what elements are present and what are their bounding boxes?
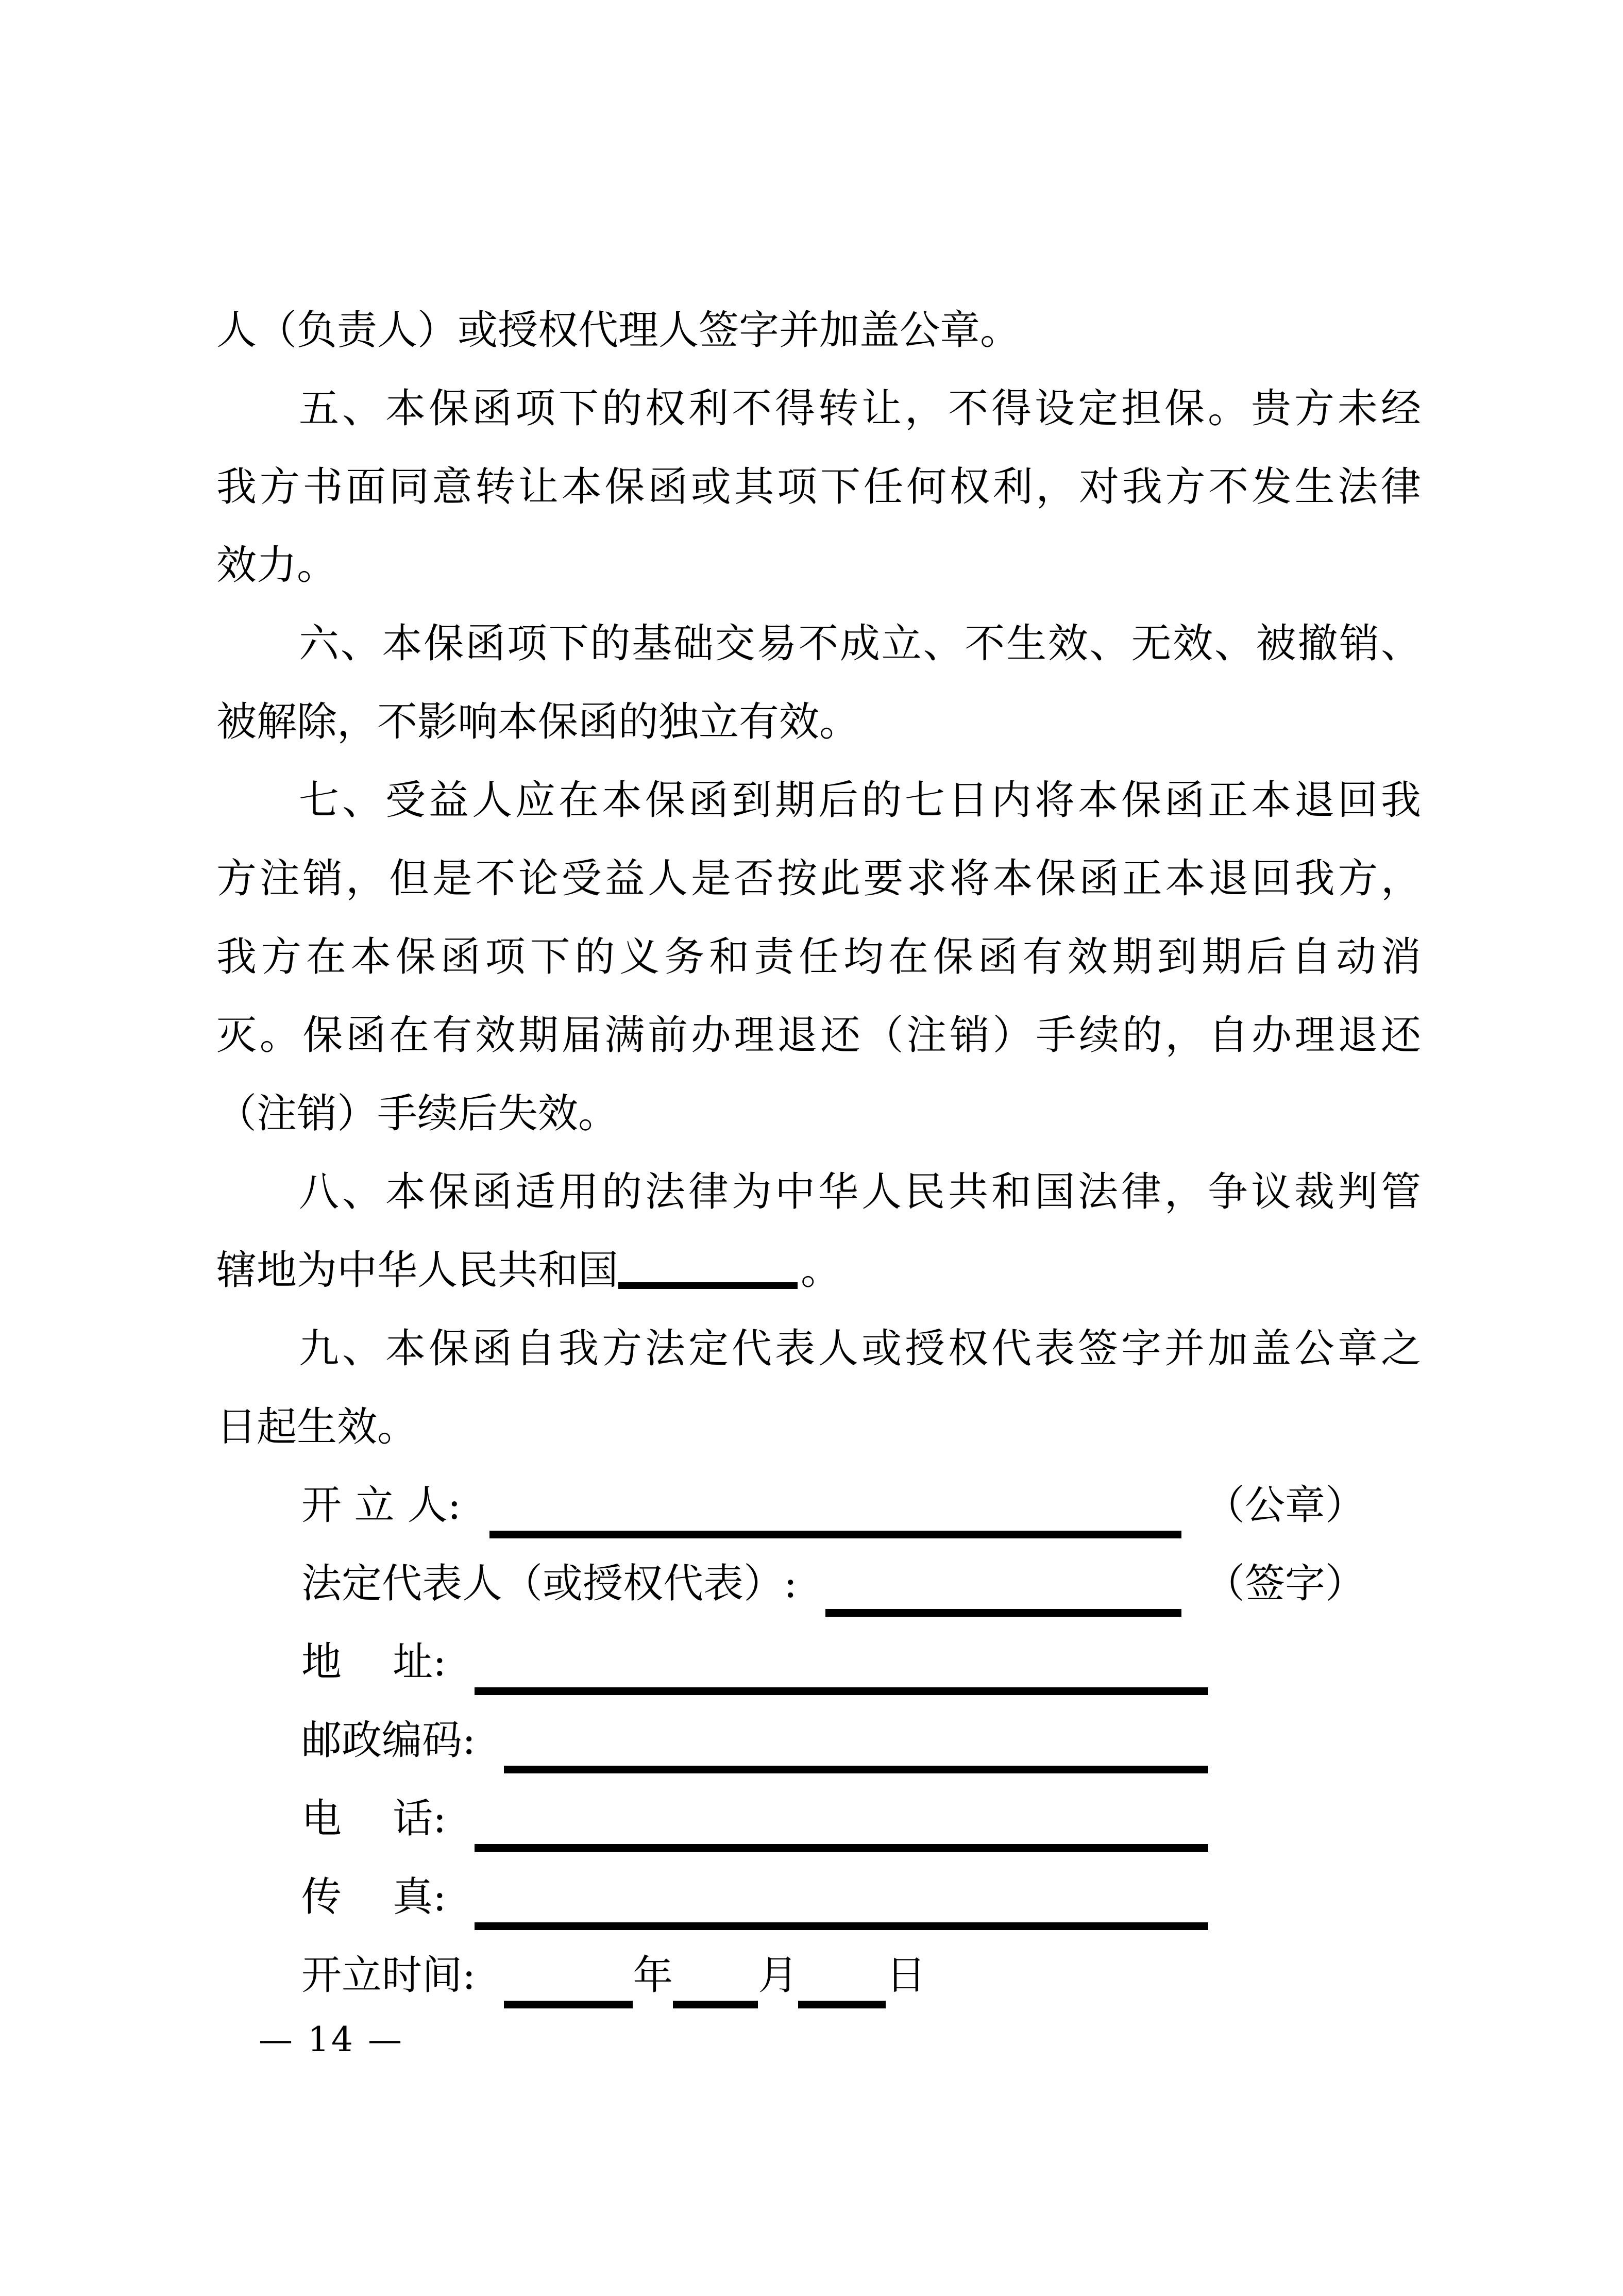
- legal-rep-label: 法定代表人（或授权代表）:: [301, 1561, 798, 1607]
- month-label: 月: [758, 1952, 799, 1999]
- clause-9-line: 九、本保函自我方法定代表人或授权代表签字并加盖公章之: [299, 1326, 1421, 1372]
- body-line: 日起生效。: [216, 1404, 418, 1450]
- document-body: [216, 291, 1421, 2015]
- phone-blank: [475, 1780, 1208, 1852]
- body-line: 被解除，不影响本保函的独立有效。: [216, 699, 860, 745]
- jurisdiction-line: [216, 1231, 1421, 1310]
- month-blank: [673, 1936, 758, 2008]
- postal-code-row: [301, 1701, 1208, 1780]
- issue-date-label: 开立时间:: [301, 1952, 476, 1999]
- year-label: 年: [633, 1952, 673, 1999]
- fax-label: 传 真:: [301, 1874, 447, 1920]
- jurisdiction-prefix: 辖地为中华人民共和国: [216, 1247, 619, 1294]
- body-line: （注销）手续后失效。: [216, 1091, 619, 1137]
- year-blank: [504, 1936, 633, 2008]
- address-row: [301, 1623, 1208, 1701]
- legal-rep-blank: [825, 1545, 1181, 1617]
- issuer-row: [301, 1466, 1365, 1545]
- body-line: 方注销，但是不论受益人是否按此要求将本保函正本退回我方，: [216, 856, 1421, 902]
- page-number: — 14 —: [259, 2020, 404, 2059]
- fax-blank: [475, 1858, 1208, 1930]
- fax-row: [301, 1858, 1208, 1936]
- postal-code-label: 邮政编码:: [301, 1717, 476, 1764]
- signature-note: （签字）: [1204, 1561, 1365, 1607]
- official-seal-note: （公章）: [1204, 1482, 1365, 1529]
- phone-row: [301, 1780, 1208, 1858]
- body-line: 我方书面同意转让本保函或其项下任何权利，对我方不发生法律: [216, 464, 1421, 510]
- body-line: 人（负责人）或授权代理人签字并加盖公章。: [216, 307, 1021, 354]
- clause-6-line: 六、本保函项下的基础交易不成立、不生效、无效、被撤销、: [299, 621, 1421, 667]
- body-line: 我方在本保函项下的义务和责任均在保函有效期到期后自动消: [216, 934, 1421, 980]
- body-line: 效力。: [216, 542, 337, 589]
- issuer-blank: [489, 1466, 1181, 1538]
- postal-code-blank: [504, 1701, 1208, 1773]
- issuer-label: 开 立 人:: [301, 1482, 461, 1529]
- issue-date-row: [301, 1936, 1421, 2015]
- day-label: 日: [886, 1952, 926, 1999]
- clause-7-line: 七、受益人应在本保函到期后的七日内将本保函正本退回我: [299, 777, 1421, 824]
- legal-rep-row: [301, 1545, 1365, 1623]
- phone-label: 电 话:: [301, 1796, 447, 1842]
- clause-8-line: 八、本保函适用的法律为中华人民共和国法律，争议裁判管: [299, 1169, 1421, 1215]
- address-blank: [475, 1623, 1208, 1695]
- body-line: 灭。保函在有效期届满前办理退还（注销）手续的，自办理退还: [216, 1012, 1421, 1059]
- clause-5-line: 五、本保函项下的权利不得转让，不得设定担保。贵方未经: [299, 386, 1421, 432]
- jurisdiction-blank: [618, 1278, 798, 1289]
- address-label: 地 址:: [301, 1639, 447, 1685]
- jurisdiction-suffix: 。: [801, 1247, 841, 1294]
- day-blank: [798, 1936, 886, 2008]
